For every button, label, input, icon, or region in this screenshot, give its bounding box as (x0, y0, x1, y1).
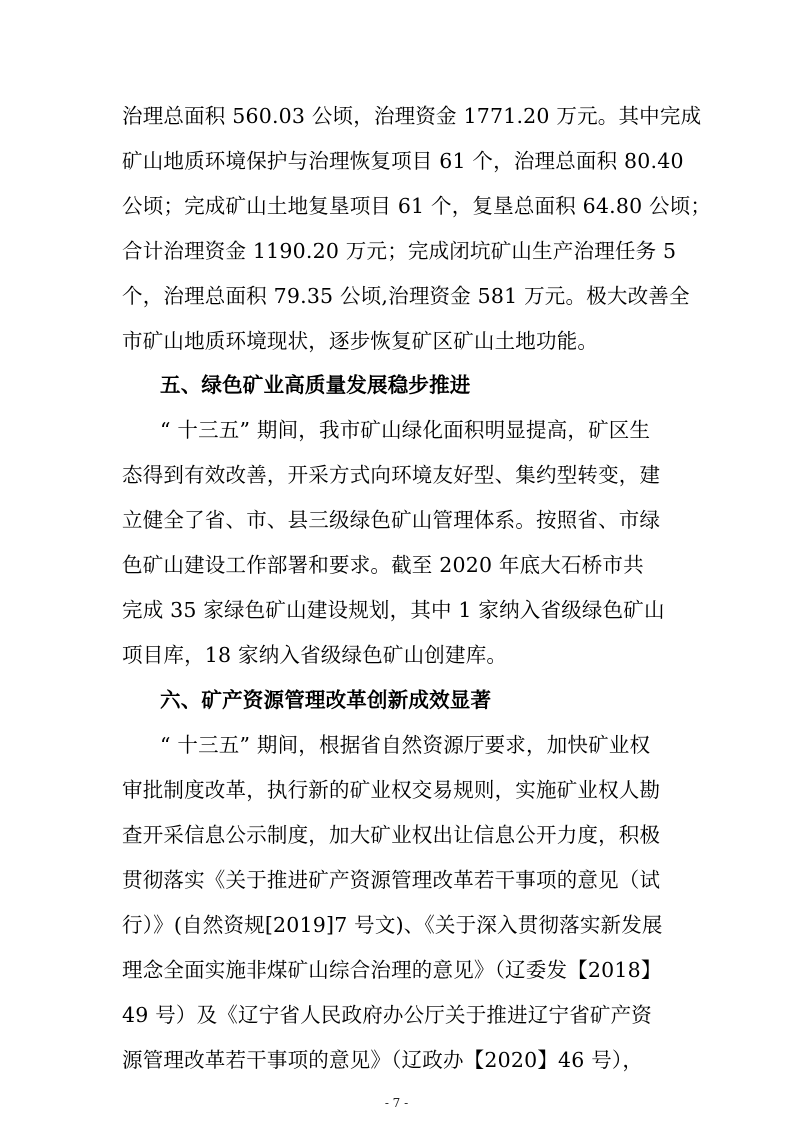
paragraph-line: 项目库，18 家纳入省级绿色矿山创建库。 (122, 643, 508, 667)
section-heading: 六、矿产资源管理改革创新成效显著 (160, 688, 492, 712)
paragraph-line: 完成 35 家绿色矿山建设规划，其中 1 家纳入省级绿色矿山 (122, 598, 665, 622)
paragraph-line: 公顷；完成矿山土地复垦项目 61 个，复垦总面积 64.80 公顷； (122, 194, 712, 218)
paragraph-line: 审批制度改革，执行新的矿业权交易规则，实施矿业权人勘 (122, 778, 661, 802)
paragraph-line: 合计治理资金 1190.20 万元；完成闭坑矿山生产治理任务 5 (122, 239, 677, 263)
paragraph-line: “ 十三五” 期间，我市矿山绿化面积明显提高，矿区生 (160, 418, 651, 442)
paragraph-line: “ 十三五” 期间，根据省自然资源厅要求，加快矿业权 (160, 733, 651, 757)
paragraph-line: 个，治理总面积 79.35 公顷,治理资金 581 万元。极大改善全 (122, 284, 690, 308)
paragraph-line: 理念全面实施非煤矿山综合治理的意见》（辽委发【2018】 (122, 958, 662, 982)
paragraph-line: 源管理改革若干事项的意见》（辽政办【2020】46 号）， (122, 1048, 644, 1072)
paragraph-line: 态得到有效改善，开采方式向环境友好型、集约型转变，建 (122, 463, 661, 487)
paragraph-line: 治理总面积 560.03 公顷，治理资金 1771.20 万元。其中完成 (122, 104, 702, 128)
paragraph-line: 行）》(自然资规[2019]7 号文)、《关于深入贯彻落实新发展 (122, 913, 663, 937)
paragraph-line: 色矿山建设工作部署和要求。截至 2020 年底大石桥市共 (122, 553, 644, 577)
section-heading: 五、绿色矿业高质量发展稳步推进 (160, 373, 471, 397)
paragraph-line: 矿山地质环境保护与治理恢复项目 61 个，治理总面积 80.40 (122, 149, 684, 173)
paragraph-line: 贯彻落实《关于推进矿产资源管理改革若干事项的意见（试 (122, 868, 661, 892)
paragraph-line: 市矿山地质环境现状，逐步恢复矿区矿山土地功能。 (122, 329, 599, 353)
paragraph-line: 立健全了省、市、县三级绿色矿山管理体系。按照省、市绿 (122, 508, 661, 532)
page-number: - 7 - (384, 1096, 409, 1110)
paragraph-line: 查开采信息公示制度，加大矿业权出让信息公开力度，积极 (122, 823, 661, 847)
paragraph-line: 49 号）及《辽宁省人民政府办公厅关于推进辽宁省矿产资 (122, 1003, 653, 1027)
